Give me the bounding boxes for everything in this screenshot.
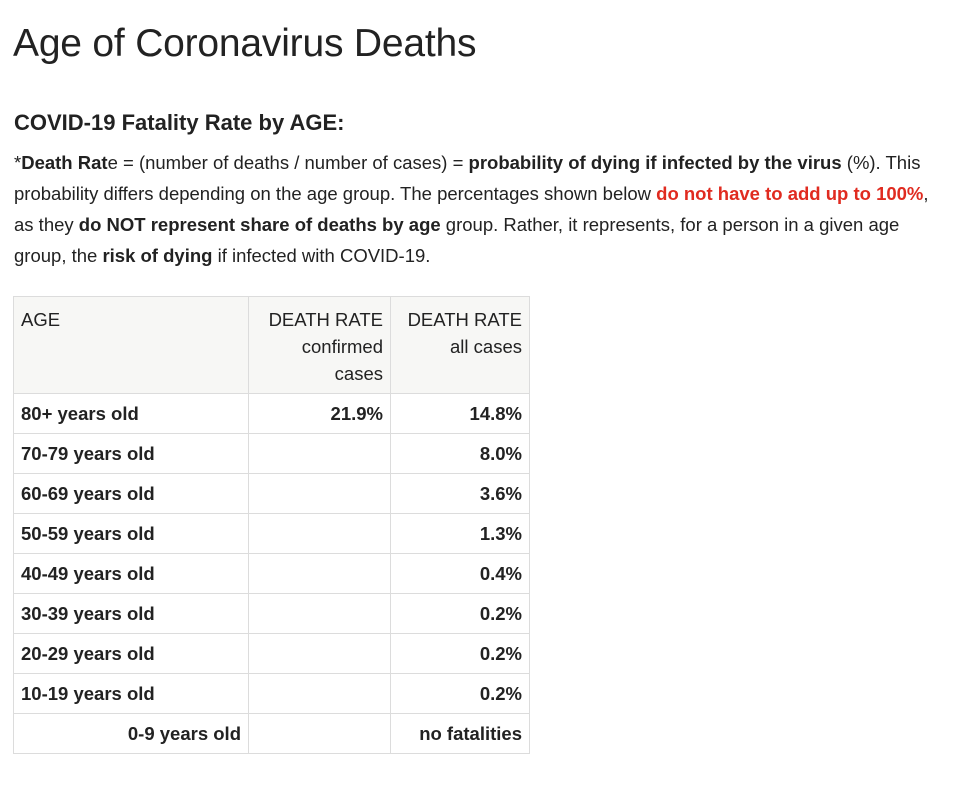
table-row: [14, 594, 530, 634]
age-cell: 80+ years old: [14, 394, 249, 434]
confirmed-rate-cell: [249, 714, 391, 754]
age-cell: 40-49 years old: [14, 554, 249, 594]
table-header-row: [14, 297, 530, 394]
intro-term-a: Death Rat: [21, 152, 108, 173]
intro-prefix: *: [14, 152, 22, 173]
section-heading: COVID-19 Fatality Rate by AGE:: [14, 110, 345, 135]
all-rate-cell: 8.0%: [391, 434, 530, 474]
intro-after-red: , as they: [14, 183, 929, 235]
confirmed-rate-cell: 21.9%: [249, 394, 391, 434]
intro-bold-risk: risk of dying: [102, 245, 213, 266]
age-cell: 70-79 years old: [14, 434, 249, 474]
all-rate-cell: 0.2%: [391, 674, 530, 714]
table-row: [14, 434, 530, 474]
intro-paragraph: [14, 147, 949, 271]
header-death-rate-all: DEATH RATE all cases: [391, 297, 530, 394]
table-row: [14, 714, 530, 754]
all-rate-cell: no fatalities: [391, 714, 530, 754]
intro-mid: = (number of deaths / number of cases) =: [117, 152, 469, 173]
table-row: [14, 674, 530, 714]
age-cell: 10-19 years old: [14, 674, 249, 714]
confirmed-rate-cell: [249, 514, 391, 554]
table-row: [14, 394, 530, 434]
intro-red-note: do not have to add up to 100%: [656, 183, 924, 204]
age-cell: 30-39 years old: [14, 594, 249, 634]
confirmed-rate-cell: [249, 634, 391, 674]
confirmed-rate-cell: [249, 434, 391, 474]
age-cell: 20-29 years old: [14, 634, 249, 674]
table-row: [14, 634, 530, 674]
intro-end: if infected with COVID-19.: [212, 245, 431, 266]
intro-bold-probability: probability of dying if infected by the virus: [468, 152, 842, 173]
intro-bold-share: do NOT represent share of deaths by age: [78, 214, 441, 235]
confirmed-rate-cell: [249, 674, 391, 714]
table-row: [14, 554, 530, 594]
intro-after-bold2: group. Rather, it represents, for a person in a given age group, the: [14, 214, 900, 266]
age-cell: 0-9 years old: [14, 714, 249, 754]
confirmed-rate-cell: [249, 474, 391, 514]
all-rate-cell: 0.4%: [391, 554, 530, 594]
intro-term-b: e: [107, 152, 118, 173]
page-title: Age of Coronavirus Deaths: [13, 22, 477, 65]
header-death-rate-confirmed: DEATH RATE confirmed cases: [249, 297, 391, 394]
age-cell: 50-59 years old: [14, 514, 249, 554]
all-rate-cell: 0.2%: [391, 594, 530, 634]
intro-tail: (%). This probability differs depending on the age group. The percentages shown below: [14, 152, 921, 204]
confirmed-rate-cell: [249, 554, 391, 594]
fatality-rate-table: [13, 296, 530, 754]
age-cell: 60-69 years old: [14, 474, 249, 514]
all-rate-cell: 14.8%: [391, 394, 530, 434]
all-rate-cell: 1.3%: [391, 514, 530, 554]
confirmed-rate-cell: [249, 594, 391, 634]
table-row: [14, 474, 530, 514]
all-rate-cell: 0.2%: [391, 634, 530, 674]
all-rate-cell: 3.6%: [391, 474, 530, 514]
table-row: [14, 514, 530, 554]
header-age: AGE: [14, 297, 249, 394]
